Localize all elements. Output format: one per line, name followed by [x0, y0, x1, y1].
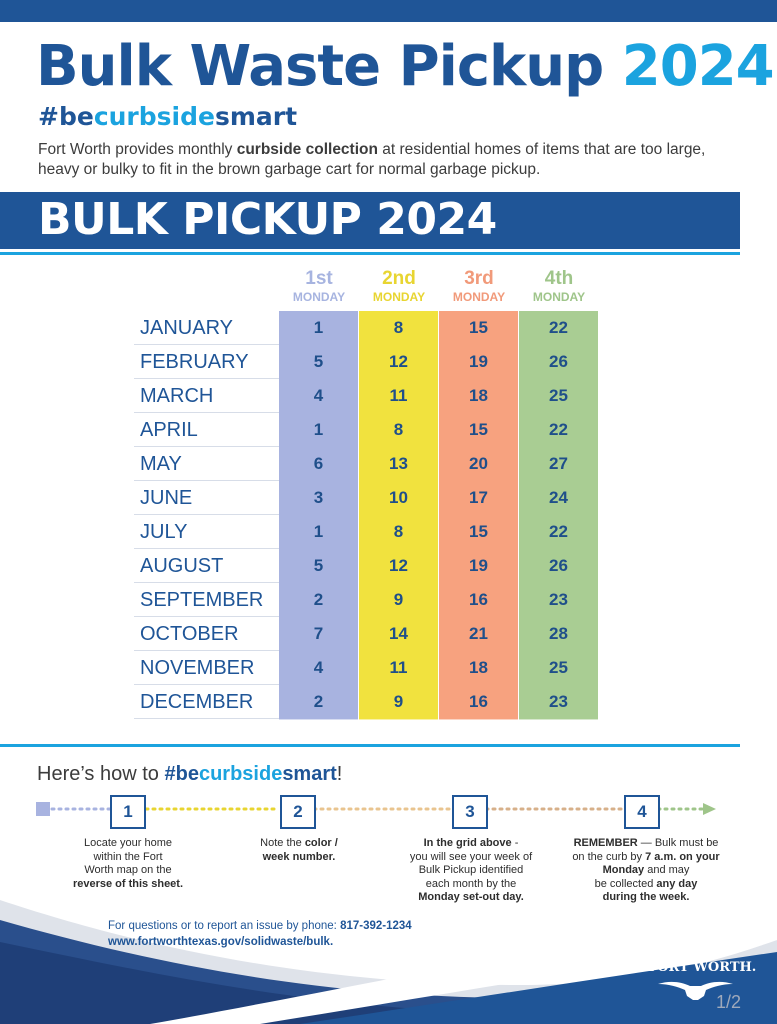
- week3-day: 17: [439, 481, 518, 516]
- column-label: MONDAY: [532, 290, 586, 304]
- week1-day: 3: [279, 481, 358, 516]
- step-line: on the curb by: [572, 850, 646, 863]
- section-divider: [0, 744, 740, 747]
- week1-day: 5: [279, 549, 358, 584]
- week4-day: 25: [519, 651, 598, 686]
- arrow-head-icon: [703, 803, 716, 815]
- column-ordinal: 2nd: [382, 268, 416, 289]
- contact-url[interactable]: www.fortworthtexas.gov/solidwaste/bulk.: [108, 936, 334, 948]
- start-marker: [36, 802, 50, 816]
- month-label: OCTOBER: [134, 617, 279, 651]
- step-line: Locate your home: [83, 837, 173, 849]
- logo-text: FORT WORTH.: [648, 960, 757, 975]
- column-header-4th: [519, 268, 599, 304]
- week4-day: 23: [519, 685, 598, 720]
- week3-day: 16: [439, 685, 518, 720]
- week1-day: 1: [279, 311, 358, 346]
- week2-day: 12: [359, 549, 438, 584]
- week2-day: 9: [359, 685, 438, 720]
- week2-day: 12: [359, 345, 438, 380]
- column-label: MONDAY: [452, 290, 506, 304]
- step-line: -: [511, 837, 519, 849]
- column-label: MONDAY: [292, 290, 346, 304]
- how-to-heading: [37, 763, 342, 786]
- week4-day: 23: [519, 583, 598, 618]
- step-line: Monday set-out day.: [418, 891, 524, 903]
- week2-day: 8: [359, 413, 438, 448]
- step-line: you will see your week of: [409, 850, 533, 863]
- month-label: APRIL: [134, 413, 279, 447]
- column-label: MONDAY: [372, 290, 426, 304]
- page-number: 1/2: [716, 992, 742, 1012]
- column-ordinal: 1st: [305, 268, 333, 289]
- hashtag-mid: curbside: [93, 102, 215, 131]
- footer-wave: [0, 877, 777, 1024]
- month-label: JUNE: [134, 481, 279, 515]
- page-title: [36, 34, 774, 99]
- week1-day: 2: [279, 583, 358, 618]
- title-year: 2024: [621, 34, 774, 99]
- column-ordinal: 3rd: [464, 268, 494, 289]
- week3-day: 15: [439, 413, 518, 448]
- week2-day: 8: [359, 311, 438, 346]
- month-label: AUGUST: [134, 549, 279, 583]
- month-label: DECEMBER: [134, 685, 279, 719]
- banner-title: BULK PICKUP 2024: [38, 194, 497, 245]
- contact-text: For questions or to report an issue by phone:: [108, 920, 341, 932]
- step-4-badge: 4: [624, 795, 660, 829]
- week4-day: 28: [519, 617, 598, 652]
- step-2-text: [236, 837, 362, 864]
- week3-day: 15: [439, 515, 518, 550]
- week1-day: 6: [279, 447, 358, 482]
- intro-text-2: at residential homes of items that are too large, heavy or bulky to fit in the brown garbage cart for normal garbage pickup.: [38, 141, 706, 178]
- month-label: SEPTEMBER: [134, 583, 279, 617]
- step-line: each month by the: [425, 877, 517, 890]
- step-line: Monday: [602, 864, 645, 876]
- week4-day: 22: [519, 311, 598, 346]
- column-header-1st: [279, 268, 359, 304]
- week4-day: 27: [519, 447, 598, 482]
- step-line: Worth map on the: [84, 864, 172, 876]
- banner: [0, 192, 740, 249]
- step-line: Note the: [260, 837, 305, 849]
- hashtag: [38, 102, 297, 131]
- intro-paragraph: [38, 140, 738, 180]
- week2-day: 13: [359, 447, 438, 482]
- top-bar: [0, 0, 777, 22]
- week1-day: 1: [279, 515, 358, 550]
- how-to-hashtag: [164, 763, 336, 785]
- week3-day: 19: [439, 549, 518, 584]
- step-line: — Bulk must be: [637, 837, 719, 849]
- step-2-badge: 2: [280, 795, 316, 829]
- week4-day: 22: [519, 413, 598, 448]
- week4-day: 25: [519, 379, 598, 414]
- how-to-tag-post: smart: [282, 763, 337, 785]
- step-3-badge: 3: [452, 795, 488, 829]
- intro-bold: curbside collection: [236, 141, 378, 158]
- week2-day: 10: [359, 481, 438, 516]
- week2-day: 11: [359, 379, 438, 414]
- week3-day: 19: [439, 345, 518, 380]
- step-line: In the grid above: [423, 837, 512, 849]
- week2-day: 14: [359, 617, 438, 652]
- title-main: Bulk Waste Pickup: [36, 34, 604, 99]
- week3-day: 18: [439, 379, 518, 414]
- intro-text-1: Fort Worth provides monthly: [38, 141, 237, 158]
- week3-day: 20: [439, 447, 518, 482]
- week1-day: 4: [279, 651, 358, 686]
- week3-day: 21: [439, 617, 518, 652]
- step-line: during the week.: [602, 891, 690, 903]
- week3-day: 15: [439, 311, 518, 346]
- how-to-lead: Here’s how to: [37, 763, 165, 785]
- week2-day: 11: [359, 651, 438, 686]
- how-to-tag-pre: #be: [164, 763, 199, 785]
- contact-phone[interactable]: 817-392-1234: [340, 920, 412, 932]
- week2-day: 8: [359, 515, 438, 550]
- week4-day: 24: [519, 481, 598, 516]
- contact-info: [108, 918, 412, 950]
- month-label: MAY: [134, 447, 279, 481]
- step-line: reverse of this sheet.: [72, 877, 184, 890]
- month-label: MARCH: [134, 379, 279, 413]
- month-label: JULY: [134, 515, 279, 549]
- column-header-2nd: [359, 268, 439, 304]
- step-line: color /: [304, 837, 338, 849]
- step-line: and may: [644, 864, 690, 876]
- week4-day: 26: [519, 549, 598, 584]
- hashtag-pre: #be: [38, 102, 94, 131]
- week1-day: 1: [279, 413, 358, 448]
- month-label: NOVEMBER: [134, 651, 279, 685]
- month-label: JANUARY: [134, 311, 279, 345]
- week4-day: 26: [519, 345, 598, 380]
- column-header-3rd: [439, 268, 519, 304]
- step-1-badge: 1: [110, 795, 146, 829]
- step-line: 7 a.m. on your: [645, 850, 720, 863]
- week3-day: 18: [439, 651, 518, 686]
- how-to-tag-mid: curbside: [198, 763, 283, 785]
- week1-day: 2: [279, 685, 358, 720]
- week3-day: 16: [439, 583, 518, 618]
- column-ordinal: 4th: [544, 268, 574, 289]
- step-line: within the Fort: [93, 850, 163, 863]
- week4-day: 22: [519, 515, 598, 550]
- banner-rule: [0, 252, 740, 255]
- step-line: REMEMBER: [573, 837, 638, 849]
- month-label: FEBRUARY: [134, 345, 279, 379]
- week1-day: 7: [279, 617, 358, 652]
- how-to-end: !: [336, 763, 343, 785]
- step-line: Bulk Pickup identified: [418, 864, 524, 876]
- step-line: be collected: [594, 877, 657, 890]
- step-line: week number.: [262, 850, 336, 863]
- hashtag-post: smart: [214, 102, 298, 131]
- week2-day: 9: [359, 583, 438, 618]
- week1-day: 4: [279, 379, 358, 414]
- week1-day: 5: [279, 345, 358, 380]
- step-line: any day: [656, 877, 698, 890]
